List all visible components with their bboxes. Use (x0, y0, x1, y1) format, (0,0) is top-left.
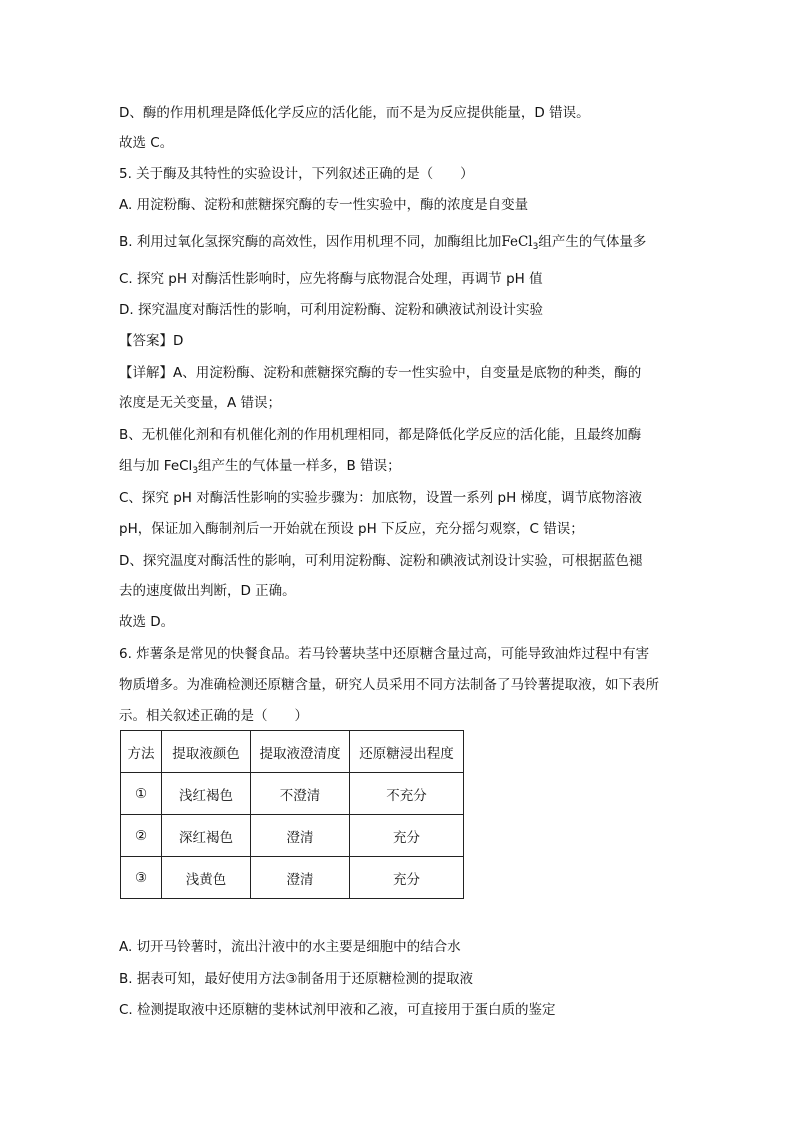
option-b (119, 233, 646, 256)
question-6-stem: 物质增多。为准确检测还原糖含量，研究人员采用不同方法制备了马铃薯提取液，如下表所 (119, 677, 659, 693)
table-cell: 浅黄色 (162, 857, 251, 899)
table-header: 方法 (121, 731, 162, 773)
detail-line (119, 457, 401, 480)
option-b-text: B. 利用过氧化氢探究酶的高效性，因作用机理不同，加酶组比加 (119, 234, 502, 250)
detail-line: pH，保证加入酶制剂后一开始就在预设 pH 下反应，充分摇匀观察，C 错误； (119, 521, 584, 537)
subscript: 3 (192, 466, 199, 476)
table-cell: 充分 (350, 815, 464, 857)
text-line: 故选 D。 (119, 614, 175, 630)
table-cell: 深红褐色 (162, 815, 251, 857)
table-cell: 不充分 (350, 773, 464, 815)
table-header: 提取液澄清度 (251, 731, 350, 773)
detail-line: D、探究温度对酶活性的影响，可利用淀粉酶、淀粉和碘液试剂设计实验，可根据蓝色褪 (119, 553, 643, 569)
table-cell: 澄清 (251, 857, 350, 899)
question-6-stem: 6. 炸薯条是常见的快餐食品。若马铃薯块茎中还原糖含量过高，可能导致油炸过程中有害 (119, 646, 650, 662)
text-line: D、酶的作用机理是降低化学反应的活化能，而不是为反应提供能量，D 错误。 (119, 105, 590, 121)
table-header-row (121, 731, 464, 773)
detail-line: 【详解】A、用淀粉酶、淀粉和蔗糖探究酶的专一性实验中，自变量是底物的种类，酶的 (119, 365, 642, 381)
question-5-stem: 5. 关于酶及其特性的实验设计，下列叙述正确的是（ ） (119, 166, 474, 182)
table-cell: 不澄清 (251, 773, 350, 815)
option-c: C. 探究 pH 对酶活性影响时，应先将酶与底物混合处理，再调节 pH 值 (119, 271, 543, 287)
answer-label: 【答案】D (119, 333, 184, 349)
detail-line: 浓度是无关变量，A 错误； (119, 395, 282, 411)
table-cell: 充分 (350, 857, 464, 899)
detail-text: 组与加 FeCl (119, 458, 193, 474)
methods-table (120, 730, 464, 899)
question-6-stem: 示。相关叙述正确的是（ ） (119, 708, 308, 724)
table-header: 提取液颜色 (162, 731, 251, 773)
table-cell: ① (121, 773, 162, 815)
text-line: 故选 C。 (119, 135, 174, 151)
table-cell: ③ (121, 857, 162, 899)
option-b-text-end: 组产生的气体量多 (538, 234, 647, 250)
table-header: 还原糖浸出程度 (350, 731, 464, 773)
option-a: A. 切开马铃薯时，流出汁液中的水主要是细胞中的结合水 (119, 939, 461, 955)
detail-text-end: 组产生的气体量一样多，B 错误； (198, 458, 401, 474)
table-row (121, 773, 464, 815)
table-cell: 澄清 (251, 815, 350, 857)
table-cell: ② (121, 815, 162, 857)
table-row (121, 815, 464, 857)
table-row (121, 857, 464, 899)
detail-line: B、无机催化剂和有机催化剂的作用机理相同，都是降低化学反应的活化能，且最终加酶 (119, 427, 642, 443)
option-c: C. 检测提取液中还原糖的斐林试剂甲液和乙液，可直接用于蛋白质的鉴定 (119, 1002, 556, 1018)
chemical-formula: FeCl (501, 234, 533, 250)
detail-line: C、探究 pH 对酶活性影响的实验步骤为：加底物，设置一系列 pH 梯度，调节底物溶液 (119, 490, 643, 506)
option-a: A. 用淀粉酶、淀粉和蔗糖探究酶的专一性实验中，酶的浓度是自变量 (119, 197, 529, 213)
option-b: B. 据表可知，最好使用方法③制备用于还原糖检测的提取液 (119, 971, 473, 987)
table-cell: 浅红褐色 (162, 773, 251, 815)
detail-line: 去的速度做出判断，D 正确。 (119, 583, 296, 599)
option-d: D. 探究温度对酶活性的影响，可利用淀粉酶、淀粉和碘液试剂设计实验 (119, 302, 543, 318)
subscript: 3 (532, 242, 539, 252)
